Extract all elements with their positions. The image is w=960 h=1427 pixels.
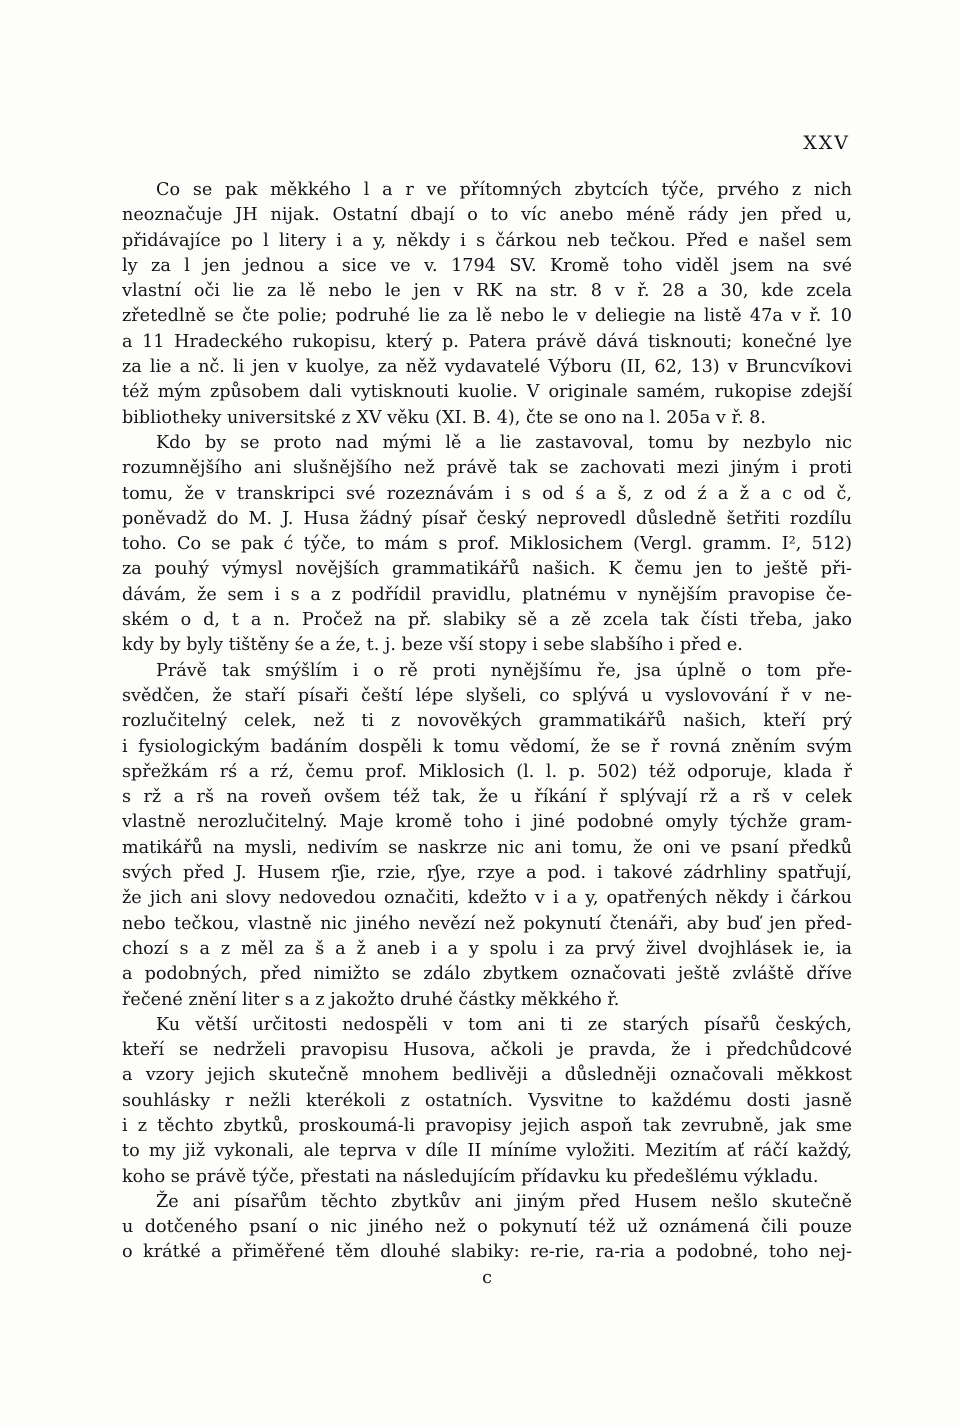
- text-line: kdy by byly tištěny śe a źe, t. j. beze vší stopy i sebe slabšího i před e.: [122, 635, 743, 656]
- text-line: přidávajíce po l litery i a y, někdy i s čárkou neb tečkou. Před e našel sem: [122, 230, 852, 251]
- text-line: rozumnějšího ani slušnějšího než právě tak se zachovati mezi jiným i proti: [122, 458, 852, 479]
- text-line: a 11 Hradeckého rukopisu, který p. Patera právě dává tisknouti; konečné lye: [122, 331, 852, 352]
- text-line: chozí s a z měl za š a ž aneb i a y spolu i za prvý živel dvojhlásek ie, ia: [122, 938, 852, 959]
- text-line: Co se pak měkkého l a r ve přítomných zbytcích týče, prvého z nich: [156, 180, 852, 200]
- text-line: svých před J. Husem rʃie, rzie, rʃye, rzye a pod. i takové zádrhliny spatřují,: [122, 863, 852, 884]
- text-line: řečené znění liter s a z jakožto druhé částky měkkého ř.: [122, 989, 620, 1010]
- text-line: též mým způsobem dali vytisknouti kuolie. V originale samém, rukopise zdejší: [122, 382, 852, 403]
- text-line: to my již vykonali, ale teprva v díle II míníme vyložiti. Mezitím ať ráčí každý,: [122, 1141, 852, 1162]
- text-line: i z těchto zbytků, proskoumá-li pravopisy jejich aspoň tak zevrubně, jak sme: [122, 1115, 852, 1136]
- text-line: ském o d, t a n. Pročež na př. slabiky sě a zě zcela tak čísti třeba, jako: [122, 610, 852, 631]
- text-line: za pouhý výmysl novějších grammatikářů našich. K čemu jen to ještě při-: [122, 559, 852, 580]
- text-line: Právě tak smýšlím i o rě proti nynějšímu ře, jsa úplně o tom pře-: [156, 660, 852, 681]
- text-line: vlastní oči lie za lě nebo le jen v RK na str. 8 v ř. 28 a 30, kde zcela: [122, 281, 852, 302]
- text-line: nebo tečkou, vlastně nic jiného nevězí než pokynutí čtenáři, aby buď jen před-: [122, 913, 852, 934]
- text-line: kteří se nedrželi pravopisu Husova, ačkoli je pravda, že i předchůdcové: [122, 1040, 852, 1061]
- text-line: a vzory jejich skutečně mnohem bedlivěji a důsledněji označovali měkkost: [122, 1065, 852, 1086]
- text-line: rozlučitelný celek, než ti z novověkých grammatikářů našich, kteří prý: [122, 711, 852, 732]
- text-line: u dotčeného psaní o nic jiného než o pokynutí též už oznámená čili pouze: [122, 1217, 852, 1238]
- text-line: Kdo by se proto nad mými lě a lie zastavoval, tomu by nezbylo nic: [156, 432, 852, 453]
- text-line: o krátké a přiměřené těm dlouhé slabiky: re-rie, ra-ria a podobné, toho nej-: [122, 1242, 852, 1263]
- text-line: neoznačuje JH nijak. Ostatní dbají o to víc anebo méně rády jen před u,: [122, 205, 852, 226]
- text-line: vlastně nerozlučitelný. Maje kromě toho i jiné podobné omyly týchže gram-: [122, 812, 852, 833]
- page-number: XXV: [803, 132, 850, 154]
- text-line: poněvadž do M. J. Husa žádný písař český neprovedl důsledně šetřiti rozdílu: [122, 508, 852, 529]
- text-line: bibliotheky universitské z XV věku (XI. B. 4), čte se ono na l. 205a v ř. 8.: [122, 407, 766, 428]
- text-line: s rž a rš na roveň ovšem též tak, že u říkání ř splývají rž a rš v celek: [122, 787, 852, 808]
- text-line: i fysiologickým badáním dospěli k tomu vědomí, že se ř rovná zněním svým: [122, 736, 852, 757]
- text-line: že jich ani slovy nedovedou označiti, kdežto v i a y, opatřených někdy i čárkou: [122, 888, 852, 909]
- text-line: zřetedlně se čte polie; podruhé lie za lě nebo le v deliegie na listě 47a v ř. 10: [122, 306, 852, 327]
- text-line: ly za l jen jednou a sice ve v. 1794 SV. Kromě toho viděl jsem na své: [122, 255, 852, 276]
- text-line: Že ani písařům těchto zbytkův ani jiným před Husem nešlo skutečně: [156, 1191, 852, 1212]
- text-line: tomu, že v transkripci své rozeznávám i s od ś a š, z od ź a ž a c od č,: [122, 483, 852, 504]
- text-line: za lie a nč. li jen v kuolye, za něž vydavatelé Výboru (II, 62, 13) v Bruncvíkovi: [122, 357, 852, 378]
- text-line: a podobných, před nimižto se zdálo zbytkem označovati ještě zvláště dříve: [122, 964, 852, 985]
- text-line: svědčen, že staří písaři čeští lépe slyšeli, co splývá u vyslovování ř v ne-: [122, 685, 852, 706]
- body-text: [122, 178, 852, 1291]
- text-line: Ku větší určitosti nedospěli v tom ani ti ze starých písařů českých,: [156, 1014, 852, 1035]
- text-line: koho se právě týče, přestati na následujícím přídavku ku předešlému výkladu.: [122, 1166, 819, 1187]
- text-line: c: [482, 1267, 492, 1288]
- text-line: souhlásky r nežli kterékoli z ostatních. Vysvitne to každému dosti jasně: [122, 1090, 852, 1111]
- text-line: toho. Co se pak ć týče, to mám s prof. Miklosichem (Vergl. gramm. I², 512): [122, 534, 852, 555]
- text-line: matikářů na mysli, nedivím se naskrze nic ani tomu, že oni ve psaní předků: [122, 837, 852, 858]
- text-line: dávám, že sem i s a z podřídil pravidlu, platnému v nynějším pravopise če-: [122, 584, 852, 605]
- text-line: spřežkám rś a rź, čemu prof. Miklosich (l. l. p. 502) též odporuje, klada ř: [122, 761, 852, 782]
